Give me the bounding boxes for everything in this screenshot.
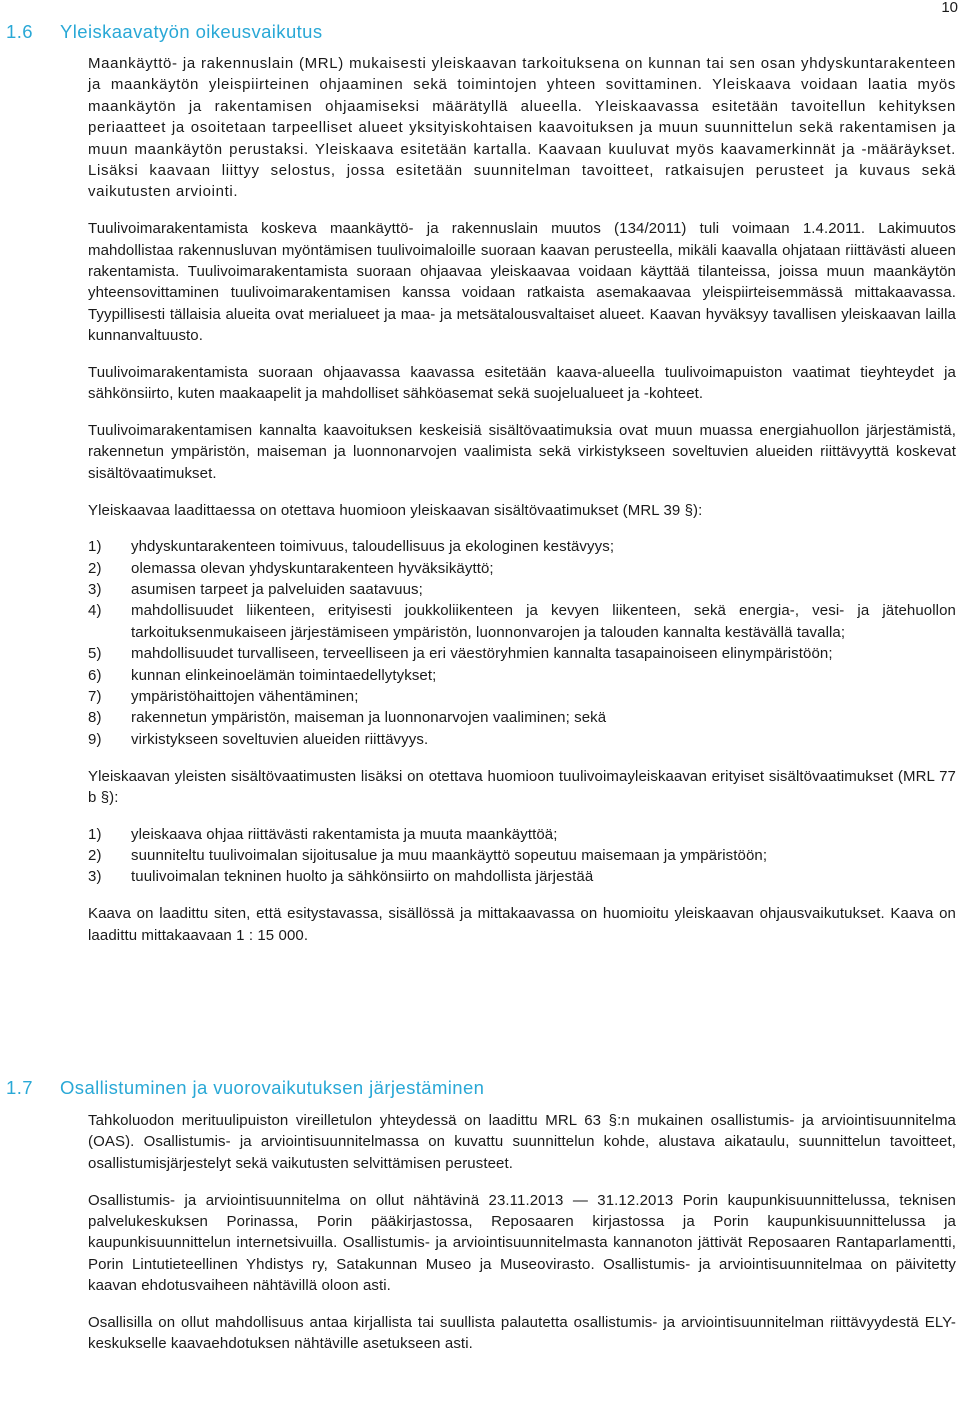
- special-requirements-list: [88, 824, 956, 888]
- list-number: 3): [88, 581, 102, 599]
- page-number: 10: [941, 0, 958, 16]
- list-number: 8): [88, 709, 102, 727]
- list-number: 3): [88, 868, 102, 886]
- list-item: [88, 643, 956, 664]
- paragraph: Tahkoluodon merituulipuiston vireilletulon yhteydessä on laadittu MRL 63 §:n mukainen osallistumis- ja arviointisuunnitelma (OAS). Osallistumis- ja arviointisuunnitelmassa on kuvattu suunnittelun kohde, alustava aikataulu, suunnittelun tavoitteet, osallistumisjärjestelyt sekä vaikutusten selvittämisen perusteet.: [88, 1112, 956, 1172]
- list-number: 2): [88, 847, 102, 865]
- list-item: [88, 729, 956, 750]
- list-number: 5): [88, 645, 102, 663]
- paragraph: Tuulivoimarakentamista koskeva maankäyttö- ja rakennuslain muutos (134/2011) tuli voimaan 1.4.2011. Lakimuutos mahdollistaa rakennusluvan myöntämisen tuulivoimaloille suoraan kaavan perusteella, mikäli kaavalla ohjataan riittävästi alueen rakentamista. Tuulivoimarakentamista suoraan ohjaavaa yleiskaavaa voidaan käyttää tilanteissa, joissa muun maankäytön yhteensovittaminen tuulivoimarakentamisen kanssa voidaan ratkaista asemakaavaa yleispiirteisemmässä mittakaavassa. Tyypillisesti tällaisia alueita ovat merialueet ja maa- ja metsätalousvaltaiset alueet. Kaavan hyväksyy tavallisen yleiskaavan lailla kunnanvaltuusto.: [88, 220, 956, 345]
- list-number: 1): [88, 825, 102, 843]
- paragraph: Osallistumis- ja arviointisuunnitelma on ollut nähtävinä 23.11.2013 — 31.12.2013 Porin kaupunkisuunnittelussa, teknisen palvelukeskuksen Porinassa, Porin pääkirjastossa, Reposaaren kirjastossa ja Porin kaupunkisuunnittelussa ja kaupunkisuunnittelun internetsivuilla. Osallistumis- ja arviointisuunnitelmasta kannanoton jättivät Reposaaren Rantaparlamentti, Porin Lintutieteellinen Yhdistys ry, Satakunnan Museo ja Museovirasto. Osallistumis- ja arviointisuunnitelmaa on päivitetty kaavan ehdotusvaiheen nähtävillä oloon asti.: [88, 1191, 956, 1295]
- list-item: [88, 579, 956, 600]
- list-item: [88, 686, 956, 707]
- paragraph: Osallisilla on ollut mahdollisuus antaa kirjallista tai suullista palautetta osallistumis- ja arviointisuunnitelman riittävyydestä ELY-keskukselle kaavaehdotuksen nähtäville asetukseen asti.: [88, 1313, 956, 1353]
- paragraph: Yleiskaavan yleisten sisältövaatimusten lisäksi on otettava huomioon tuulivoimayleiskaavan erityiset sisältövaatimukset (MRL 77 b §):: [88, 767, 956, 806]
- paragraph: Kaava on laadittu siten, että esitystavassa, sisällössä ja mittakaavassa on huomioitu yleiskaavan ohjausvaikutukset. Kaava on laadittu mittakaavaan 1 : 15 000.: [88, 905, 956, 944]
- list-number: 1): [88, 538, 102, 556]
- list-number: 7): [88, 688, 102, 706]
- list-number: 6): [88, 666, 102, 684]
- list-item: [88, 536, 956, 557]
- section-heading-1-7: [6, 1077, 484, 1099]
- list-text: virkistykseen soveltuvien alueiden riittävyys.: [131, 730, 429, 748]
- list-text: yleiskaava ohjaa riittävästi rakentamista ja muuta maankäyttöä;: [131, 825, 558, 843]
- section-title: Osallistuminen ja vuorovaikutuksen järjestäminen: [60, 1077, 485, 1098]
- section-heading-1-6: [6, 21, 323, 43]
- section-1-7-body: [88, 1110, 956, 1355]
- list-number: 2): [88, 559, 102, 577]
- list-item: [88, 845, 956, 866]
- list-text: asumisen tarpeet ja palveluiden saatavuus;: [131, 581, 423, 599]
- content-requirements-list: [88, 536, 956, 750]
- paragraph: Maankäyttö- ja rakennuslain (MRL) mukaisesti yleiskaavan tarkoituksena on kunnan tai sen osan yhdyskuntarakenteen ja maankäytön yleispiirteinen ohjaaminen sekä toimintojen yhteen sovittaminen. Yleiskaava voidaan laatia myös maankäytön ja rakentamisen ohjaamiseksi määrätyllä alueella. Yleiskaavassa esitetään tavoitellun kehityksen periaatteet ja osoitetaan tarpeelliset alueet yksityiskohtaisen kaavoituksen ja muun suunnittelun sekä rakentamisen ja muun maankäytön perustaksi. Yleiskaava esitetään kartalla. Kaavaan kuuluvat myös kaavamerkinnät ja -määräykset. Lisäksi kaavaan liittyy selostus, jossa esitetään suunnitelman tavoitteet, ratkaisujen perusteet ja kuvaus sekä vaikutusten arviointi.: [88, 55, 956, 201]
- list-item: [88, 824, 956, 845]
- list-number: 4): [88, 602, 102, 620]
- list-number: 9): [88, 730, 102, 748]
- list-text: ympäristöhaittojen vähentäminen;: [131, 688, 359, 706]
- list-text: mahdollisuudet turvalliseen, terveelliseen ja eri väestöryhmien kannalta tasapainoiseen elinympäristöön;: [131, 645, 833, 663]
- list-text: suunniteltu tuulivoimalan sijoitusalue ja muu maankäyttö sopeutuu maisemaan ja ympäristöön;: [131, 847, 768, 865]
- section-title: Yleiskaavatyön oikeusvaikutus: [60, 21, 323, 42]
- list-text: yhdyskuntarakenteen toimivuus, taloudellisuus ja ekologinen kestävyys;: [131, 538, 615, 556]
- list-item: [88, 558, 956, 579]
- list-text: olemassa olevan yhdyskuntarakenteen hyväksikäyttö;: [131, 559, 494, 577]
- paragraph: Tuulivoimarakentamisen kannalta kaavoituksen keskeisiä sisältövaatimuksia ovat muun muassa energiahuollon järjestämistä, rakennetun ympäristön, maiseman ja luonnonarvojen vaalimista sekä virkistykseen soveltuvien alueiden riittävyyttä koskevat sisältövaatimukset.: [88, 421, 956, 482]
- section-number: 1.7: [6, 1077, 33, 1098]
- list-text: tuulivoimalan tekninen huolto ja sähkönsiirto on mahdollista järjestää: [131, 868, 594, 886]
- section-1-6-body: [88, 53, 956, 946]
- list-item: [88, 600, 956, 643]
- list-item: [88, 866, 956, 887]
- list-text: mahdollisuudet liikenteen, erityisesti joukkoliikenteen ja kevyen liikenteen, sekä energia-, vesi- ja jätehuollon tarkoituksenmukaiseen järjestämiseen ympäristön, luonnonvarojen ja talouden kannalta kestävällä tavalla;: [131, 602, 956, 641]
- paragraph: Tuulivoimarakentamista suoraan ohjaavassa kaavassa esitetään kaava-alueella tuulivoimapuiston vaatimat tieyhteydet ja sähkönsiirto, kuten maakaapelit ja mahdolliset sähköasemat sekä suojelualueet ja -kohteet.: [88, 363, 956, 403]
- list-item: [88, 665, 956, 686]
- paragraph: Yleiskaavaa laadittaessa on otettava huomioon yleiskaavan sisältövaatimukset (MRL 39 §):: [88, 501, 703, 519]
- list-text: rakennetun ympäristön, maiseman ja luonnonarvojen vaaliminen; sekä: [131, 709, 607, 727]
- list-text: kunnan elinkeinoelämän toimintaedellytykset;: [131, 666, 437, 684]
- list-item: [88, 707, 956, 728]
- section-number: 1.6: [6, 21, 33, 42]
